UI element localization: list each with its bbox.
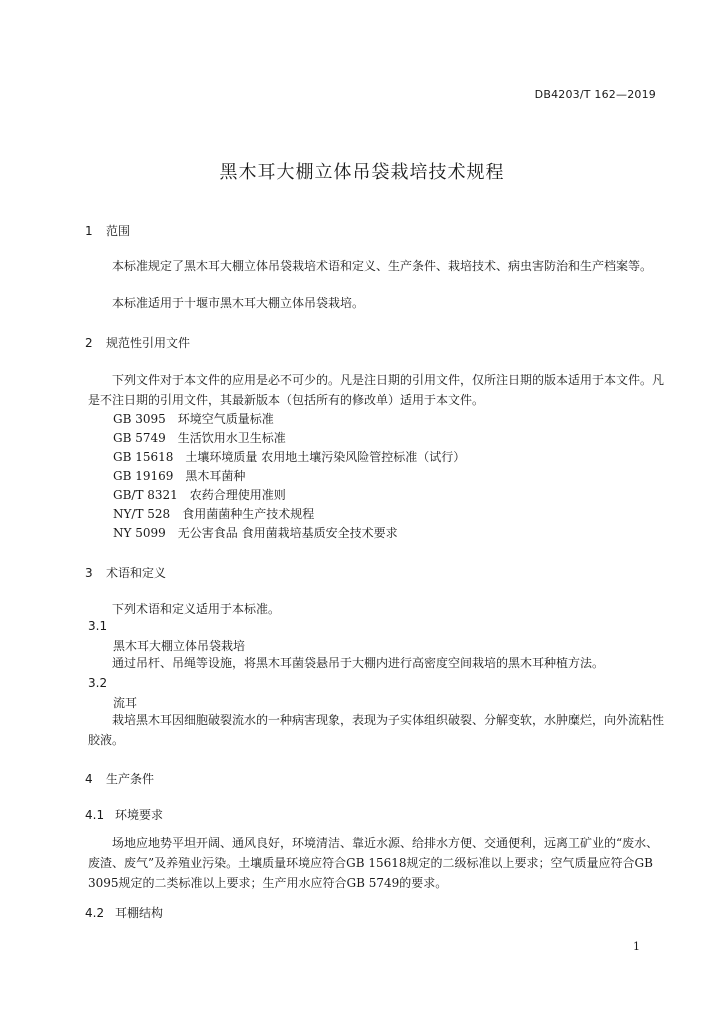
section-title: 生产条件 (106, 772, 155, 786)
term-number: 3.2 (88, 676, 108, 690)
reference-item: GB 5749 生活饮用水卫生标准 (113, 431, 286, 445)
term-definition: 栽培黑木耳因细胞破裂流水的一种病害现象，表现为子实体组织破裂、分解变软，水肿糜烂，向外流粘性胶液。 (88, 713, 665, 747)
term-definition: 通过吊杆、吊绳等设施，将黑木耳菌袋悬吊于大棚内进行高密度空间栽培的黑木耳种植方法。 (112, 656, 605, 670)
section-2-paragraph-1: 下列文件对于本文件的应用是必不可少的。凡是注日期的引用文件，仅所注日期的版本适用于本文件。凡是不注日期的引用文件，其最新版本（包括所有的修改单）适用于本文件。 (88, 373, 665, 407)
section-3-paragraph-1: 下列术语和定义适用于本标准。 (112, 602, 281, 616)
section-title: 规范性引用文件 (106, 336, 191, 350)
document-title: 黑木耳大棚立体吊袋栽培技术规程 (219, 162, 505, 183)
reference-item: NY/T 528 食用菌菌种生产技术规程 (113, 507, 315, 521)
reference-item: GB/T 8321 农药合理使用准则 (113, 488, 286, 502)
term-number: 3.1 (88, 619, 108, 633)
reference-item: GB 19169 黑木耳菌种 (113, 469, 246, 483)
subsection-4-2-heading (85, 904, 163, 921)
page-number: 1 (633, 940, 640, 953)
reference-item: GB 15618 土壤环境质量 农用地土壤污染风险管控标准（试行） (113, 450, 466, 464)
reference-item: GB 3095 环境空气质量标准 (113, 412, 274, 426)
section-number: 4 (85, 772, 93, 786)
subsection-number: 4.1 (85, 808, 105, 822)
section-title: 范围 (106, 224, 131, 238)
reference-item: NY 5099 无公害食品 食用菌栽培基质安全技术要求 (113, 526, 398, 540)
subsection-title: 耳棚结构 (115, 906, 164, 920)
section-number: 3 (85, 566, 93, 580)
section-1-paragraph-1: 本标准规定了黑木耳大棚立体吊袋栽培术语和定义、生产条件、栽培技术、病虫害防治和生产档案等。 (112, 259, 653, 273)
section-title: 术语和定义 (106, 566, 167, 580)
section-4-heading (85, 770, 154, 787)
subsection-title: 环境要求 (115, 808, 164, 822)
term-title: 流耳 (113, 696, 138, 710)
section-number: 2 (85, 336, 93, 350)
subsection-4-1-heading (85, 806, 163, 823)
term-title: 黑木耳大棚立体吊袋栽培 (113, 639, 246, 653)
subsection-4-1-paragraph: 场地应地势平坦开阔、通风良好，环境清洁、靠近水源、给排水方便、交通便利，远离工矿业的“废水、废渣、废气”及养殖业污染。土壤质量环境应符合GB 15618规定的二级标准以上要求；空气质量应符合GB 3095规定的二类标准以上要求；生产用水应符合GB 5749的要求。 (88, 836, 659, 890)
section-1-heading (85, 222, 130, 239)
subsection-number: 4.2 (85, 906, 105, 920)
section-2-heading (85, 334, 190, 351)
section-1-paragraph-2: 本标准适用于十堰市黑木耳大棚立体吊袋栽培。 (112, 296, 365, 310)
section-number: 1 (85, 224, 93, 238)
section-3-heading (85, 564, 166, 581)
document-code: DB4203/T 162—2019 (534, 88, 656, 101)
